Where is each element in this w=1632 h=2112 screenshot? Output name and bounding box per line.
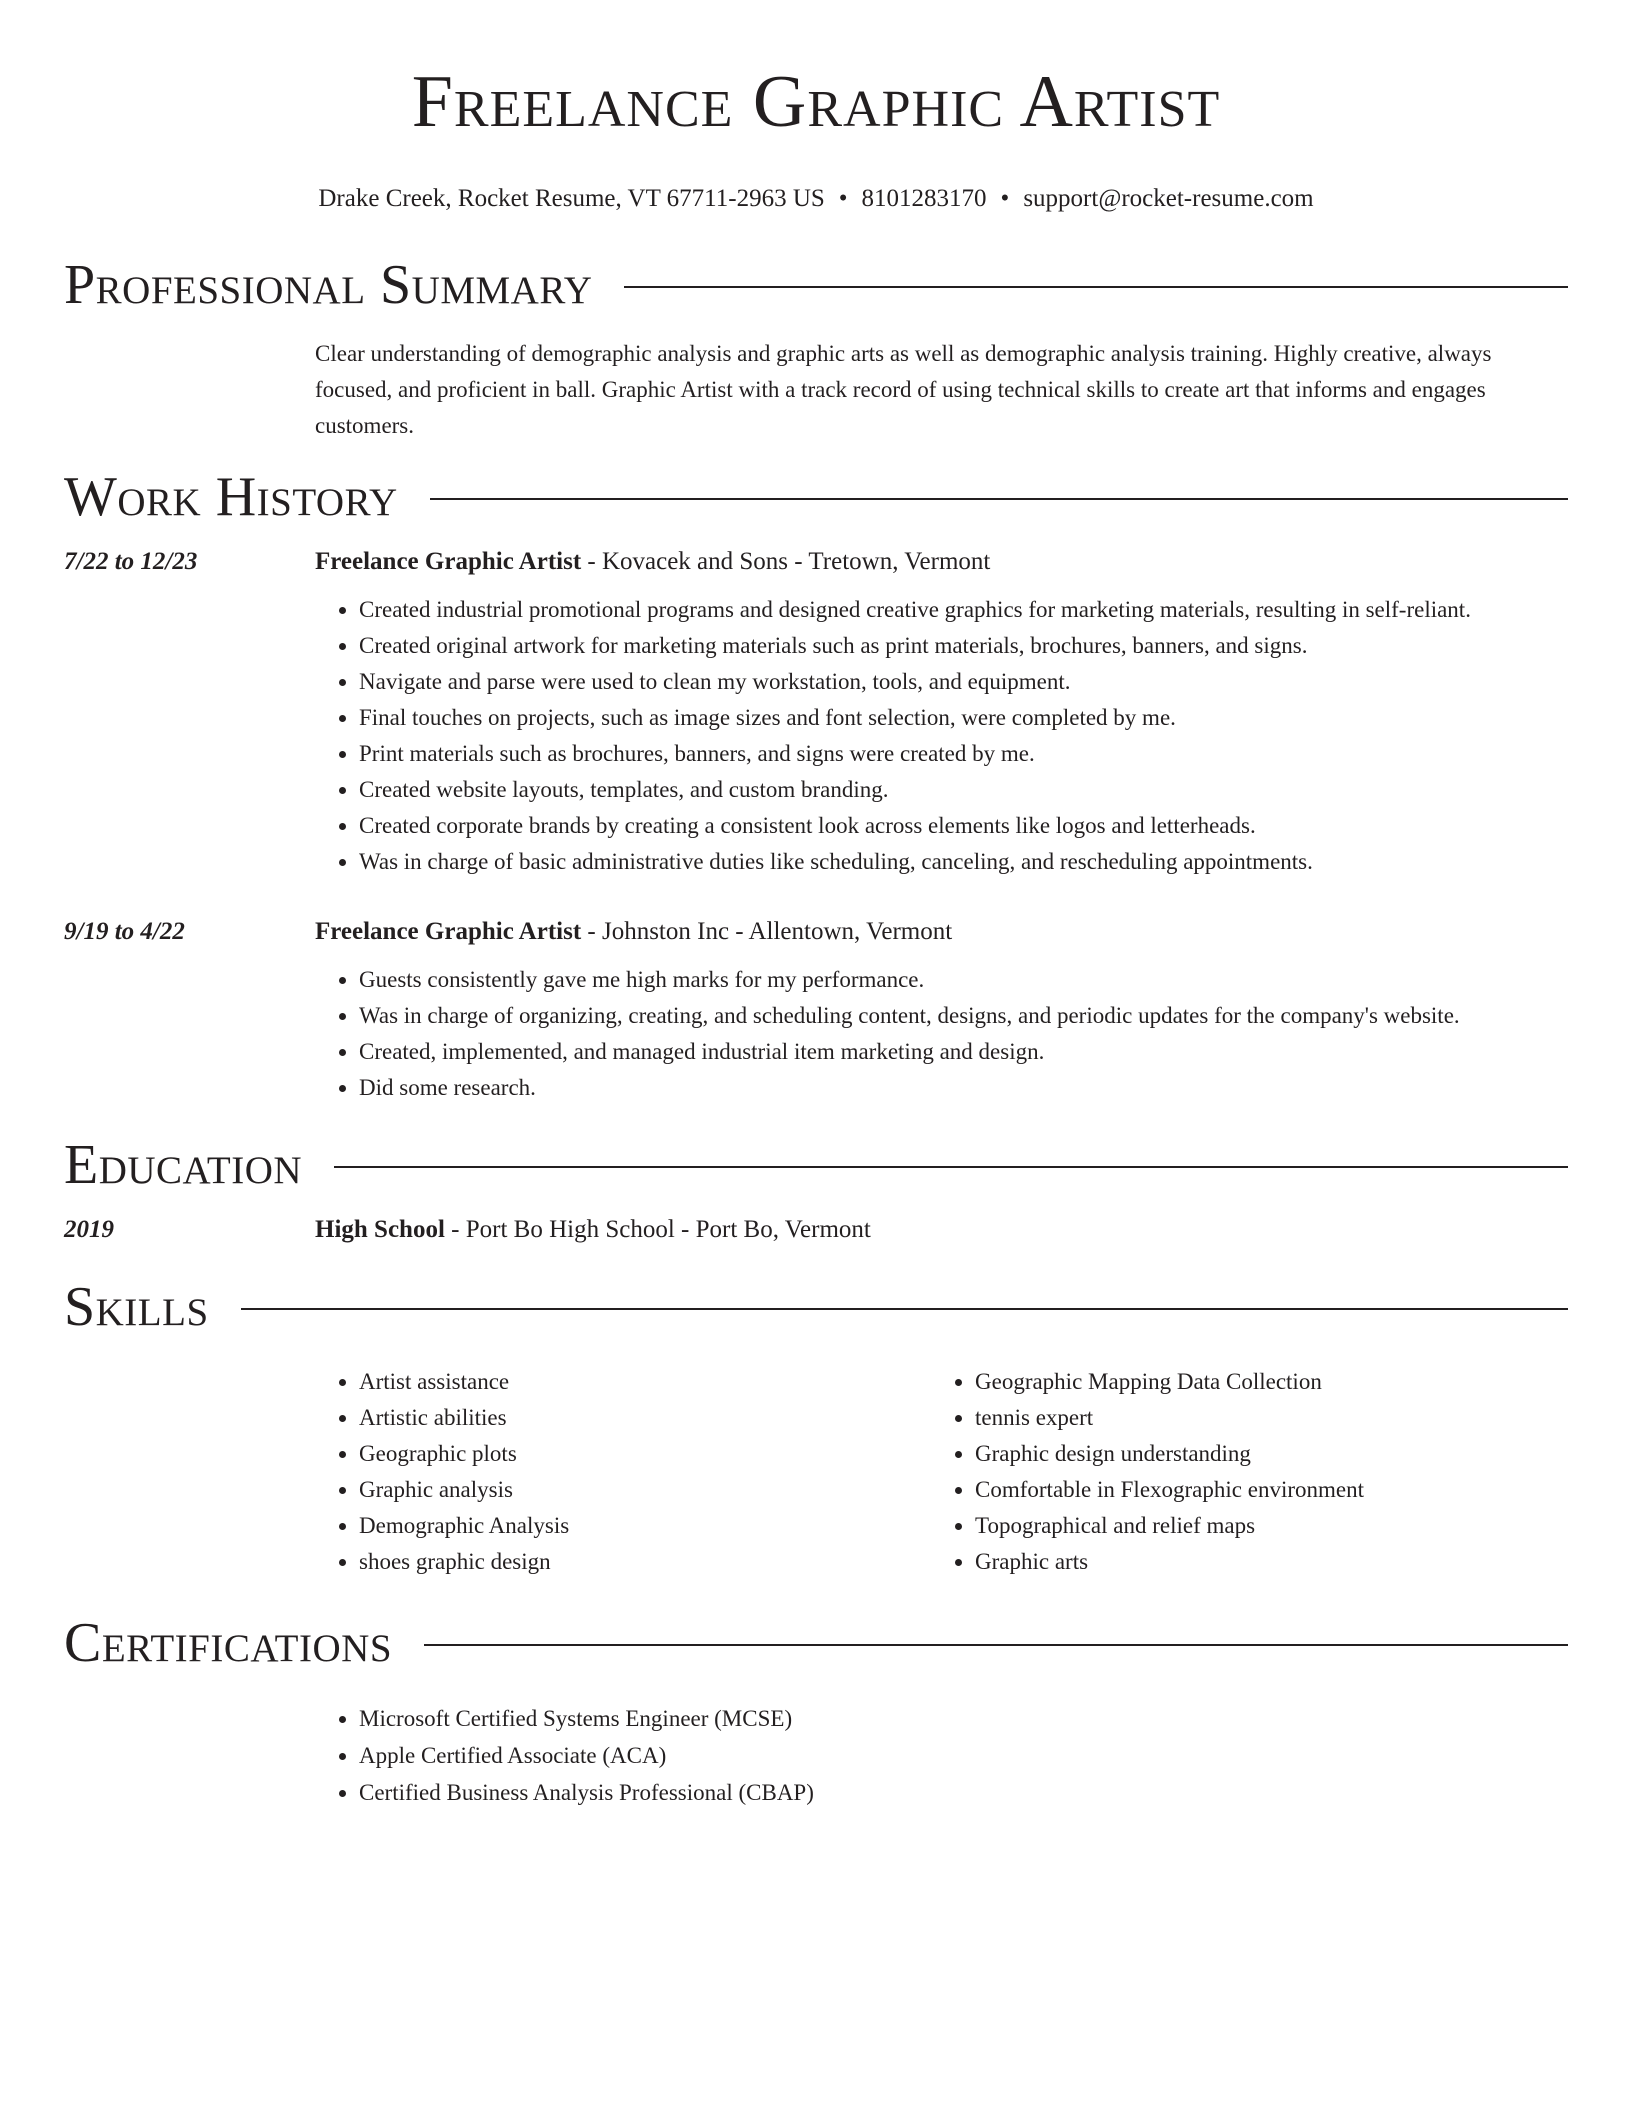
- job-heading: [315, 544, 1568, 580]
- section-rule: [430, 498, 1568, 500]
- skills-columns: [315, 1364, 1568, 1580]
- section-header: [64, 254, 1568, 316]
- section-title: Certifications: [64, 1612, 393, 1674]
- skill-item: • Topographical and relief maps: [975, 1508, 1547, 1544]
- section-title: Professional Summary: [64, 254, 593, 316]
- skill-item: • Artist assistance: [359, 1364, 931, 1400]
- certifications-list-wrap: [315, 1700, 1568, 1811]
- job-bullet: • Was in charge of basic administrative duties like scheduling, canceling, and rescheduling appointments.: [359, 844, 1568, 880]
- skill-item: • tennis expert: [975, 1400, 1547, 1436]
- education-heading: [315, 1212, 1568, 1248]
- skills-section: [64, 1276, 1568, 1580]
- job-bullet: • Guests consistently gave me high marks for my performance.: [359, 962, 1568, 998]
- contact-address: Drake Creek, Rocket Resume, VT 67711-2963 US: [318, 185, 825, 212]
- summary-text: Clear understanding of demographic analysis and graphic arts as well as demographic analysis training. Highly creative, always focused, and proficient in ball. Graphic Artist with a track record of using technical skills to create art that informs and engages customers.: [315, 341, 1492, 438]
- job-bullet: • Final touches on projects, such as image sizes and font selection, were completed by me.: [359, 700, 1568, 736]
- skill-item: • Comfortable in Flexographic environment: [975, 1472, 1547, 1508]
- job-details: - Kovacek and Sons - Tretown, Vermont: [581, 548, 991, 575]
- job-bullets: [315, 592, 1568, 880]
- contact-separator: •: [838, 185, 848, 212]
- skill-item: • Graphic analysis: [359, 1472, 931, 1508]
- job-bullet: • Created original artwork for marketing materials such as print materials, brochures, banners, and signs.: [359, 628, 1568, 664]
- summary-section: [64, 254, 1568, 444]
- section-header: [64, 1134, 1568, 1196]
- section-rule: [334, 1166, 1568, 1168]
- skill-item: • Graphic arts: [975, 1544, 1547, 1580]
- education-section: [64, 1134, 1568, 1248]
- job-entry: [64, 914, 1568, 1106]
- section-rule: [624, 286, 1568, 288]
- job-role: Freelance Graphic Artist: [315, 918, 582, 945]
- certification-item: • Certified Business Analysis Professional (CBAP): [359, 1774, 1568, 1811]
- section-header: [64, 1276, 1568, 1338]
- certifications-list: [315, 1700, 1568, 1811]
- job-bullets: [315, 962, 1568, 1106]
- contact-email: support@rocket-resume.com: [1023, 185, 1314, 212]
- skill-item: • Geographic Mapping Data Collection: [975, 1364, 1547, 1400]
- work-history-section: [64, 466, 1568, 1106]
- job-bullet: • Print materials such as brochures, banners, and signs were created by me.: [359, 736, 1568, 772]
- certifications-section: [64, 1612, 1568, 1811]
- job-bullet: • Was in charge of organizing, creating, and scheduling content, designs, and periodic updates for the company's website.: [359, 998, 1568, 1034]
- resume-name: Freelance Graphic Artist: [411, 61, 1221, 143]
- job-body: [315, 914, 1568, 1106]
- education-entry: [64, 1212, 1568, 1248]
- section-rule: [241, 1308, 1568, 1310]
- job-role: Freelance Graphic Artist: [315, 548, 582, 575]
- contact-phone: 8101283170: [861, 185, 987, 212]
- certification-item: • Microsoft Certified Systems Engineer (MCSE): [359, 1700, 1568, 1737]
- job-bullet: • Navigate and parse were used to clean my workstation, tools, and equipment.: [359, 664, 1568, 700]
- section-header: [64, 1612, 1568, 1674]
- job-details: - Johnston Inc - Allentown, Vermont: [581, 918, 953, 945]
- skill-item: • Artistic abilities: [359, 1400, 931, 1436]
- education-year: 2019: [64, 1216, 114, 1243]
- skills-list-left: [315, 1364, 931, 1580]
- skill-item: • shoes graphic design: [359, 1544, 931, 1580]
- education-degree: High School: [315, 1216, 445, 1243]
- skill-item: • Geographic plots: [359, 1436, 931, 1472]
- job-dates: 7/22 to 12/23: [64, 548, 198, 575]
- section-header: [64, 466, 1568, 528]
- section-rule: [424, 1644, 1568, 1646]
- education-details: - Port Bo High School - Port Bo, Vermont: [444, 1216, 871, 1243]
- job-entry: [64, 544, 1568, 880]
- skills-list-right: [931, 1364, 1547, 1580]
- section-title: Work History: [64, 466, 398, 528]
- skill-item: • Demographic Analysis: [359, 1508, 931, 1544]
- skill-item: • Graphic design understanding: [975, 1436, 1547, 1472]
- section-title: Skills: [64, 1276, 209, 1338]
- contact-separator: •: [1000, 185, 1010, 212]
- job-dates: 9/19 to 4/22: [64, 918, 185, 945]
- job-bullet: • Did some research.: [359, 1070, 1568, 1106]
- job-body: [315, 544, 1568, 880]
- contact-line: [64, 182, 1568, 216]
- job-bullet: • Created website layouts, templates, and custom branding.: [359, 772, 1568, 808]
- job-bullet: • Created corporate brands by creating a consistent look across elements like logos and letterheads.: [359, 808, 1568, 844]
- certification-item: • Apple Certified Associate (ACA): [359, 1737, 1568, 1774]
- job-bullet: • Created, implemented, and managed industrial item marketing and design.: [359, 1034, 1568, 1070]
- job-bullet: • Created industrial promotional programs and designed creative graphics for marketing materials, resulting in self-reliant.: [359, 592, 1568, 628]
- job-heading: [315, 914, 1568, 950]
- section-title: Education: [64, 1134, 303, 1196]
